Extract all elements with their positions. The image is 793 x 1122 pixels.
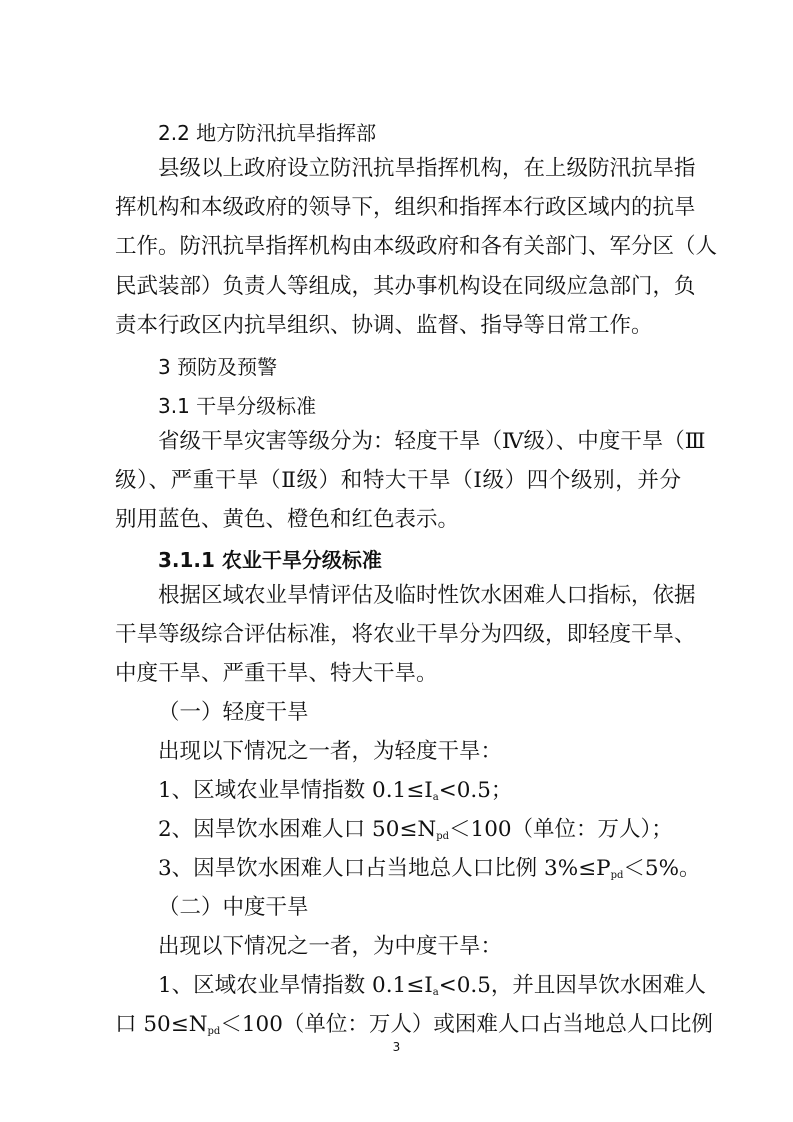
- list-item-text: ＜5%。: [623, 856, 701, 881]
- paragraph-line: 级）、严重干旱（Ⅱ级）和特大干旱（Ⅰ级）四个级别，并分: [115, 468, 681, 493]
- list-item: [158, 776, 681, 806]
- list-item: [158, 971, 706, 1001]
- paragraph-line: 干旱等级综合评估标准，将农业干旱分为四级，即轻度干旱、: [115, 622, 696, 647]
- list-item-continuation: [115, 1010, 713, 1040]
- subscript: pd: [436, 831, 450, 842]
- section-heading: 3.1.1 农业干旱分级标准: [158, 548, 382, 572]
- list-item-text: 口 50≤N: [115, 1012, 208, 1037]
- subscript: a: [432, 792, 439, 803]
- list-item-text: 1、区域农业旱情指数 0.1≤I: [158, 973, 433, 998]
- paragraph-line: 挥机构和本级政府的领导下，组织和指挥本行政区域内的抗旱: [115, 195, 696, 220]
- list-item: [158, 815, 681, 845]
- list-item: [158, 854, 701, 884]
- subsection-title: （二）中度干旱: [158, 895, 309, 920]
- paragraph-line: 中度干旱、严重干旱、特大干旱。: [115, 661, 438, 686]
- list-item-text: <0.5，并且因旱饮水困难人: [438, 973, 706, 998]
- paragraph-line: 出现以下情况之一者，为轻度干旱：: [158, 739, 503, 764]
- paragraph-line: 责本行政区内抗旱组织、协调、监督、指导等日常工作。: [115, 313, 653, 338]
- section-heading: 3.1 干旱分级标准: [158, 394, 317, 418]
- page-number: 3: [392, 1040, 401, 1054]
- paragraph-line: 工作。防汛抗旱指挥机构由本级政府和各有关部门、军分区（人: [115, 234, 718, 259]
- subscript: a: [432, 987, 439, 998]
- paragraph-line: 别用蓝色、黄色、橙色和红色表示。: [115, 507, 460, 532]
- paragraph-line: 民武装部）负责人等组成，其办事机构设在同级应急部门，负: [115, 274, 696, 299]
- list-item-text: <0.5；: [438, 778, 513, 803]
- list-item-text: ＜100（单位：万人）或困难人口占当地总人口比例: [220, 1012, 713, 1037]
- subscript: pd: [610, 870, 624, 881]
- section-heading: 3 预防及预警: [158, 355, 278, 379]
- paragraph-line: 省级干旱灾害等级分为：轻度干旱（Ⅳ级）、中度干旱（Ⅲ: [158, 429, 706, 454]
- list-item-text: 3、因旱饮水困难人口占当地总人口比例 3%≤P: [158, 856, 611, 881]
- paragraph-line: 县级以上政府设立防汛抗旱指挥机构，在上级防汛抗旱指: [158, 156, 696, 181]
- paragraph-line: 根据区域农业旱情评估及临时性饮水困难人口指标，依据: [158, 583, 696, 608]
- subscript: pd: [207, 1026, 221, 1037]
- list-item-text: ＜100（单位：万人）；: [449, 817, 673, 842]
- paragraph-line: 出现以下情况之一者，为中度干旱：: [158, 934, 503, 959]
- list-item-text: 1、区域农业旱情指数 0.1≤I: [158, 778, 433, 803]
- section-heading: 2.2 地方防汛抗旱指挥部: [158, 121, 377, 145]
- subsection-title: （一）轻度干旱: [158, 700, 309, 725]
- list-item-text: 2、因旱饮水困难人口 50≤N: [158, 817, 437, 842]
